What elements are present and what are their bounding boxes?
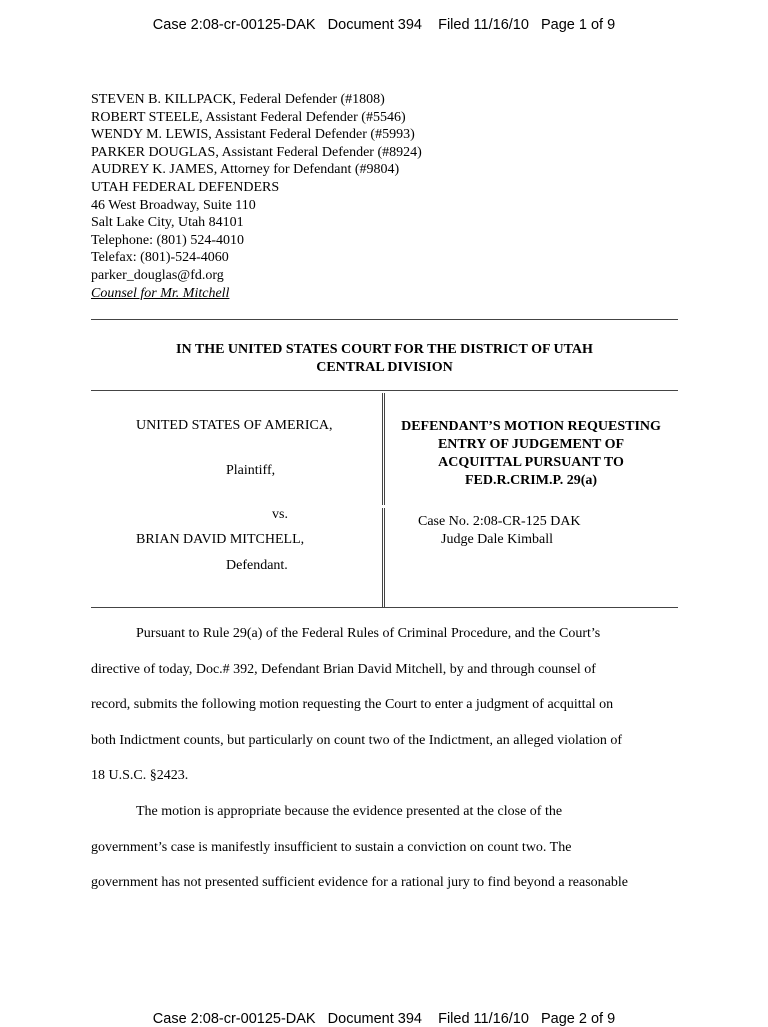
- judge-name: Judge Dale Kimball: [441, 532, 553, 547]
- caption-divider: [382, 393, 385, 608]
- body-line: record, submits the following motion requesting the Court to enter a judgment of acquittal on: [91, 697, 614, 712]
- court-division: CENTRAL DIVISION: [316, 359, 453, 375]
- body-line: Pursuant to Rule 29(a) of the Federal Rules of Criminal Procedure, and the Court’s: [136, 626, 601, 641]
- body-line: 18 U.S.C. §2423.: [91, 768, 189, 783]
- versus: vs.: [272, 507, 288, 522]
- defendant-name: BRIAN DAVID MITCHELL,: [136, 532, 305, 547]
- plaintiff-role: Plaintiff,: [226, 463, 276, 478]
- body-line: The motion is appropriate because the evidence presented at the close of the: [136, 804, 563, 819]
- counsel-email: parker_douglas@fd.org: [91, 267, 224, 283]
- counsel-block: [91, 91, 422, 302]
- counsel-line: ROBERT STEELE, Assistant Federal Defender (#5546): [91, 109, 406, 125]
- case-number: Case No. 2:08-CR-125 DAK: [418, 514, 581, 529]
- court-name: IN THE UNITED STATES COURT FOR THE DISTRICT OF UTAH: [176, 342, 593, 357]
- motion-title: [386, 418, 676, 490]
- divider-top: [91, 319, 678, 320]
- counsel-line: Telefax: (801)-524-4060: [91, 250, 229, 266]
- page-header: Case 2:08-cr-00125-DAK Document 394 Filed 11/16/10 Page 1 of 9: [152, 17, 616, 33]
- counsel-line: PARKER DOUGLAS, Assistant Federal Defender (#8924): [91, 144, 422, 160]
- court-heading: [91, 341, 678, 376]
- body-line: government’s case is manifestly insufficient to sustain a conviction on count two. The: [91, 840, 572, 855]
- body-line: directive of today, Doc.# 392, Defendant Brian David Mitchell, by and through counsel of: [91, 662, 596, 677]
- body-line: both Indictment counts, but particularly on count two of the Indictment, an alleged violation of: [91, 733, 623, 748]
- plaintiff-name: UNITED STATES OF AMERICA,: [136, 418, 333, 433]
- caption-divider-gap: [382, 505, 385, 508]
- counsel-line: UTAH FEDERAL DEFENDERS: [91, 179, 280, 195]
- counsel-line: STEVEN B. KILLPACK, Federal Defender (#1808): [91, 92, 385, 107]
- motion-title-line: ACQUITTAL PURSUANT TO: [438, 455, 624, 470]
- next-page-header: Case 2:08-cr-00125-DAK Document 394 Filed 11/16/10 Page 2 of 9: [152, 1011, 616, 1027]
- divider-caption-bottom: [91, 607, 678, 608]
- body-line: government has not presented sufficient evidence for a rational jury to find beyond a reasonable: [91, 875, 628, 890]
- counsel-line: Salt Lake City, Utah 84101: [91, 215, 244, 231]
- motion-title-line: DEFENDANT’S MOTION REQUESTING: [401, 419, 661, 434]
- motion-title-line: ENTRY OF JUDGEMENT OF: [437, 437, 625, 452]
- motion-title-line: FED.R.CRIM.P. 29(a): [464, 473, 598, 488]
- divider-caption-top: [91, 390, 678, 391]
- counsel-line: Telephone: (801) 524-4010: [91, 232, 244, 248]
- counsel-line: AUDREY K. JAMES, Attorney for Defendant (#9804): [91, 162, 400, 178]
- counsel-line: WENDY M. LEWIS, Assistant Federal Defender (#5993): [91, 127, 415, 143]
- counsel-for: Counsel for Mr. Mitchell: [91, 285, 230, 301]
- defendant-role: Defendant.: [226, 558, 288, 573]
- counsel-line: 46 West Broadway, Suite 110: [91, 197, 256, 213]
